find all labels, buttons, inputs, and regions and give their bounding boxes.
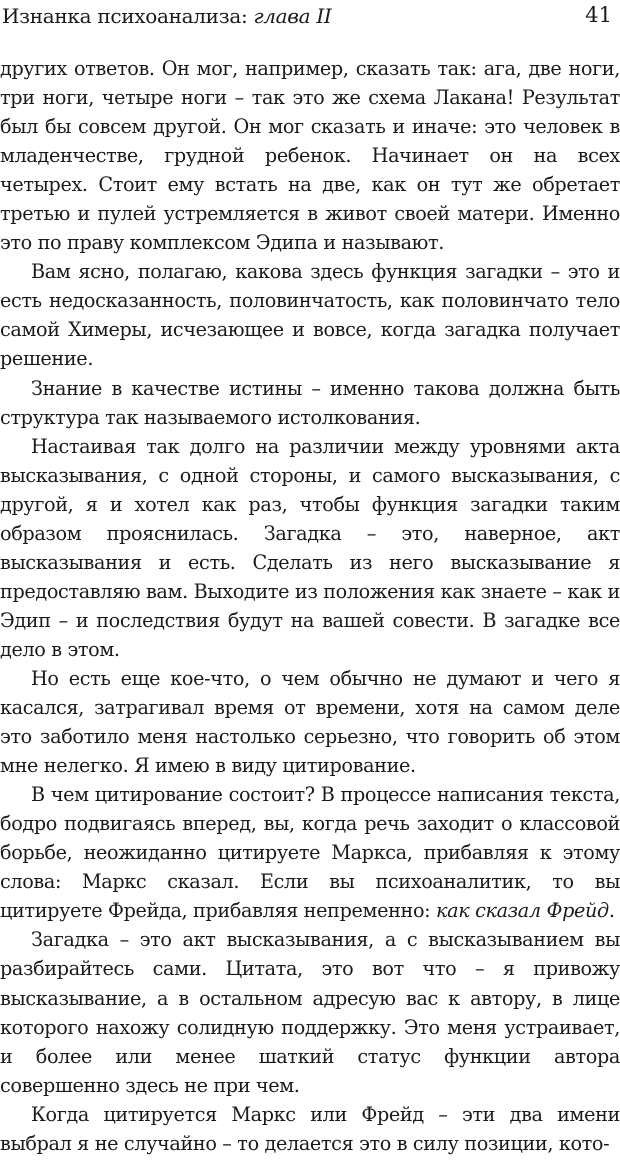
running-title-chapter: глава II bbox=[253, 4, 332, 28]
paragraph-6-italic-quote: как сказал Фрейд bbox=[436, 899, 609, 923]
paragraph-6-text: В чем цитирование состоит? В процессе написания текста, бодро подвигаясь вперед, вы, когда речь заходит о классовой борьбе, неожиданно цитируете Маркса, прибавляя к этому слова: Маркс сказал. Если вы психоаналитик, то вы цитируете Фрейда, прибавляя непременно: bbox=[0, 783, 620, 923]
page-number: 41 bbox=[585, 3, 612, 27]
body-text bbox=[0, 54, 620, 1158]
paragraph-7: Загадка – это акт высказывания, а с высказыванием вы разбирайтесь сами. Цитата, это вот что – я привожу высказывание, а в остальном адресую вас к автору, в лице которого нахожу солидную поддержку. Это меня устраивает, и более или менее шаткий статус функции автора совершенно здесь не при чем. bbox=[0, 928, 620, 1097]
paragraph-6-end: . bbox=[608, 899, 615, 923]
running-title bbox=[2, 4, 332, 28]
paragraph-2: Вам ясно, полагаю, какова здесь функция загадки – это и есть недосказанность, половинчатость, как половинчато тело самой Химеры, исчезающее и вовсе, когда загадка получает решение. bbox=[0, 260, 620, 371]
paragraph-4: Настаивая так долго на различии между уровнями акта высказывания, с одной стороны, и самого высказывания, с другой, я и хотел как раз, чтобы функция загадки таким образом прояснилась. Загадка – это, наверное, акт высказывания и есть. Сделать из него высказывание я предоставляю вам. Выходите из положения как знаете – как и Эдип – и последствия будут на вашей совести. В загадке все дело в этом. bbox=[0, 434, 620, 661]
paragraph-1: других ответов. Он мог, например, сказать так: ага, две ноги, три ноги, четыре ноги – так это же схема Лакана! Результат был бы совсем другой. Он мог сказать и иначе: это человек в младенчестве, грудной ребенок. Начинает он на всех четырех. Стоит ему встать на две, как он тут же обретает третью и пулей устремляется в живот своей матери. Именно это по праву комплексом Эдипа и называют. bbox=[0, 57, 620, 255]
running-header bbox=[0, 0, 620, 40]
paragraph-3: Знание в качестве истины – именно такова должна быть структура так называемого истолкования. bbox=[0, 376, 620, 429]
running-title-plain: Изнанка психоанализа: bbox=[2, 4, 254, 28]
paragraph-8: Когда цитируется Маркс или Фрейд – эти два имени выбрал я не случайно – то делается это в силу позиции, кото- bbox=[0, 1102, 620, 1155]
paragraph-6 bbox=[0, 780, 620, 925]
paragraph-5: Но есть еще кое-что, о чем обычно не думают и чего я касался, затрагивал время от времени, хотя на самом деле это заботило меня настолько серьезно, что говорить об этом мне нелегко. Я имею в виду цитирование. bbox=[0, 666, 620, 778]
